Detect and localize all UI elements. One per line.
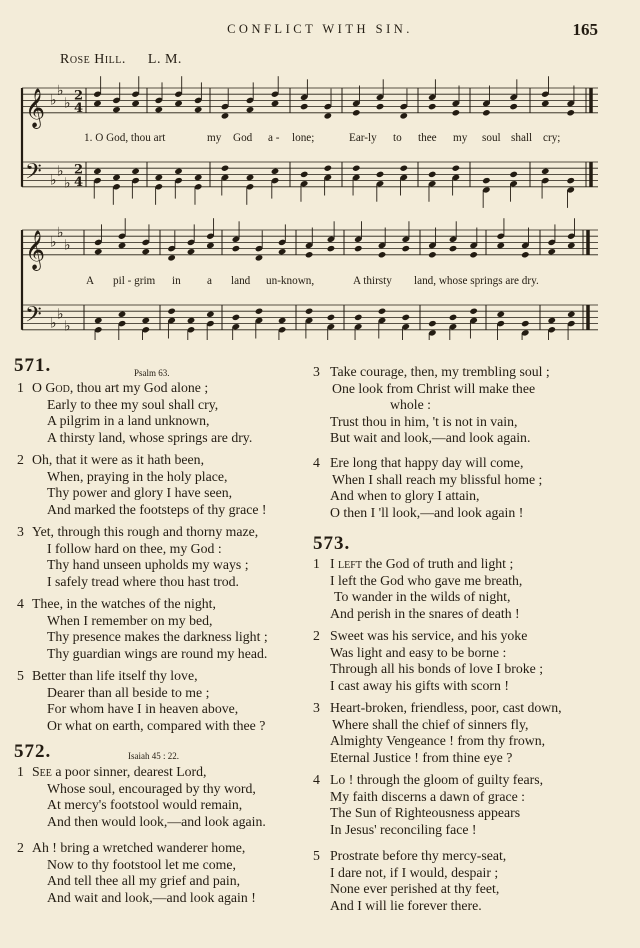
- note-head: [112, 106, 121, 113]
- lyric-syllable: thee: [418, 132, 437, 144]
- note-head: [155, 174, 164, 181]
- verse: [17, 596, 268, 662]
- note-head: [255, 308, 264, 315]
- note-head: [567, 311, 576, 318]
- note-head: [300, 103, 309, 110]
- verse-number: 3: [17, 524, 24, 539]
- note-head: [167, 254, 176, 261]
- verse-line: Eternal Justice ! from thine eye ?: [330, 749, 513, 765]
- flat-icon: ♭: [64, 237, 71, 254]
- note-head: [246, 174, 255, 181]
- lyric-syllable: Ear-ly: [349, 132, 377, 144]
- lyric-syllable: God: [233, 132, 253, 144]
- verse: [313, 700, 562, 766]
- verse-number: 1: [17, 764, 24, 779]
- verse-line: O then I 'll look,—and look again !: [330, 504, 524, 520]
- note-head: [112, 174, 121, 181]
- flat-icon: ♭: [57, 225, 64, 242]
- note-head: [469, 308, 478, 315]
- note-head: [232, 245, 241, 252]
- lyric-syllable: shall: [511, 132, 533, 144]
- lyric-syllable: A thirsty: [353, 275, 392, 287]
- verse-number: 4: [313, 772, 320, 787]
- lyric-syllable: lone;: [292, 132, 315, 144]
- note-head: [496, 311, 505, 318]
- verse-line: Thee, in the watches of the night,: [32, 596, 216, 611]
- verse-first-word: See: [32, 764, 52, 779]
- verse-line: Dearer than all beside to me ;: [47, 684, 210, 700]
- verse-line: Whose soul, encouraged by thy word,: [47, 780, 256, 796]
- note-head: [521, 251, 530, 258]
- note-head: [131, 168, 140, 175]
- verse-line: And marked the footsteps of thy grace !: [47, 501, 267, 517]
- note-head: [352, 165, 361, 172]
- note-head: [567, 242, 576, 249]
- lyric-syllable: land: [231, 275, 251, 287]
- verse-line: The Sun of Righteousness appears: [330, 805, 521, 820]
- note-head: [206, 242, 215, 249]
- bass-clef-icon: 𝄢: [25, 302, 42, 333]
- verse-line: Oh, that it were as it hath been,: [32, 452, 205, 467]
- note-head: [449, 314, 458, 321]
- note-head: [376, 171, 385, 178]
- lyric-syllable: my: [207, 132, 222, 144]
- flat-icon: ♭: [50, 92, 57, 109]
- verse-line: Ere long that happy day will come,: [330, 455, 524, 470]
- verse: [17, 380, 252, 446]
- note-head: [399, 112, 408, 119]
- lyric-syllable: 1. O God, thou art: [84, 132, 166, 144]
- verse: [17, 452, 267, 518]
- lyric-syllable: soul: [482, 132, 501, 144]
- verse-line: A thirsty land, whose springs are dry.: [47, 429, 253, 445]
- verse-line: Thy presence makes the darkness light ;: [47, 629, 268, 644]
- note-head: [155, 106, 164, 113]
- verse-line: Sweet was his service, and his yoke: [330, 628, 528, 643]
- verse-number: 1: [17, 380, 24, 395]
- flat-icon: ♭: [50, 315, 57, 332]
- note-head: [174, 168, 183, 175]
- note-head: [174, 100, 183, 107]
- note-head: [354, 245, 363, 252]
- note-head: [327, 314, 336, 321]
- note-head: [141, 317, 150, 324]
- verse-line: Was light and easy to be borne :: [330, 644, 507, 660]
- verse-line: And I will lie forever there.: [330, 897, 482, 913]
- note-head: [93, 168, 102, 175]
- note-head: [401, 314, 410, 321]
- bass-clef-icon: 𝄢: [25, 159, 42, 190]
- verse-line: And tell thee all my grief and pain,: [47, 873, 241, 888]
- note-head: [278, 317, 287, 324]
- note-head: [541, 168, 550, 175]
- note-head: [541, 100, 550, 107]
- note-head: [93, 100, 102, 107]
- verse-line: None ever perished at thy feet,: [330, 881, 500, 896]
- verse-line: Thy hand unseen upholds my ways ;: [47, 557, 249, 572]
- note-head: [566, 177, 575, 184]
- flat-icon: ♭: [57, 306, 64, 323]
- verse-line: I follow hard on thee, my God :: [47, 540, 222, 556]
- flat-icon: ♭: [57, 163, 64, 180]
- note-head: [399, 165, 408, 172]
- verse-line: Early to thee my soul shall cry,: [47, 396, 219, 412]
- hymn-number: 572.: [14, 741, 52, 762]
- verse: [17, 524, 258, 590]
- note-head: [194, 174, 203, 181]
- note-head: [566, 109, 575, 116]
- note-head: [378, 251, 387, 258]
- hymn-number: 573.: [313, 533, 351, 554]
- note-head: [206, 311, 215, 318]
- note-head: [547, 317, 556, 324]
- verse-line: I left the God of truth and light ;: [330, 556, 514, 571]
- note-head: [469, 251, 478, 258]
- scripture-reference: Psalm 63.: [134, 368, 170, 378]
- verse-first-word: I left: [330, 556, 362, 571]
- verse: [313, 848, 506, 914]
- verse-line: A pilgrim in a land unknown,: [47, 413, 210, 428]
- note-head: [187, 248, 196, 255]
- verse: [313, 556, 522, 622]
- scripture-reference: Isaiah 45 : 22.: [128, 751, 179, 761]
- verse-line: Lo ! through the gloom of guilty fears,: [330, 772, 544, 787]
- lyric-syllable: my: [453, 132, 468, 144]
- lyric-syllable: cry;: [543, 132, 561, 144]
- note-head: [305, 308, 314, 315]
- verse-line: And wait and look,—and look again !: [47, 889, 256, 905]
- verse-line: When I remember on my bed,: [47, 612, 213, 628]
- lyric-syllable: to: [393, 132, 402, 144]
- verse-line: See a poor sinner, dearest Lord,: [32, 764, 207, 779]
- note-head: [496, 242, 505, 249]
- note-head: [352, 109, 361, 116]
- note-head: [452, 165, 461, 172]
- verse-number: 1: [313, 556, 320, 571]
- verse-first-word: O God,: [32, 380, 74, 395]
- verse-line: And then would look,—and look again.: [47, 813, 266, 829]
- verse-line: whole :: [390, 397, 431, 412]
- verse-line: But wait and look,—and look again.: [330, 430, 531, 445]
- note-head: [509, 171, 518, 178]
- verse-line: Where shall the chief of sinners fly,: [332, 716, 529, 732]
- verse: [313, 455, 542, 521]
- verse-line: One look from Christ will make thee: [332, 380, 536, 396]
- tune-name: Rose Hill.: [60, 52, 126, 67]
- note-head: [221, 112, 230, 119]
- flat-icon: ♭: [64, 175, 71, 192]
- lyric-syllable: land, whose springs are dry.: [414, 275, 539, 287]
- note-head: [94, 317, 103, 324]
- note-head: [428, 251, 437, 258]
- verse-number: 2: [17, 452, 24, 467]
- tune-meter: L. M.: [147, 52, 182, 67]
- note-head: [300, 171, 309, 178]
- lyric-syllable: a: [207, 275, 212, 287]
- verse-line: Ah ! bring a wretched wanderer home,: [32, 840, 246, 855]
- verse-line: Thy power and glory I have seen,: [47, 485, 233, 500]
- note-head: [118, 311, 127, 318]
- note-head: [246, 106, 255, 113]
- page-number: 165: [572, 20, 598, 39]
- verse-line: Yet, through this rough and thorny maze,: [32, 524, 259, 539]
- verse-line: I dare not, if I would, despair ;: [330, 864, 499, 880]
- verse-line: My faith discerns a dawn of grace :: [330, 788, 526, 804]
- note-head: [449, 245, 458, 252]
- note-head: [131, 100, 140, 107]
- verse: [17, 840, 256, 906]
- flat-icon: ♭: [50, 172, 57, 189]
- verse-number: 2: [17, 840, 24, 855]
- note-head: [255, 254, 264, 261]
- verse-line: Through all his bonds of love I broke ;: [330, 661, 544, 676]
- note-head: [271, 168, 280, 175]
- note-head: [221, 165, 230, 172]
- verse-line: Better than life itself thy love,: [32, 668, 198, 683]
- flat-icon: ♭: [50, 234, 57, 251]
- verse-line: Take courage, then, my trembling soul ;: [330, 364, 550, 379]
- verse-line: Heart-broken, friendless, poor, cast down,: [330, 700, 562, 715]
- note-head: [324, 165, 333, 172]
- verse-line: Thy guardian wings are round my head.: [47, 645, 268, 661]
- verse: [17, 668, 265, 734]
- verse-line: In Jesus' reconciling face !: [330, 821, 477, 837]
- note-head: [401, 245, 410, 252]
- time-signature-digit: 4: [74, 174, 84, 190]
- note-head: [428, 171, 437, 178]
- verse-number: 2: [313, 628, 320, 643]
- verse-line: Now to thy footstool let me come,: [47, 856, 236, 872]
- note-head: [376, 103, 385, 110]
- verse-line: I cast away his gifts with scorn !: [330, 677, 509, 693]
- note-head: [271, 100, 280, 107]
- verse: [313, 772, 543, 838]
- verse-number: 4: [17, 596, 24, 611]
- flat-icon: ♭: [57, 83, 64, 100]
- verse-line: And when to glory I attain,: [330, 488, 480, 503]
- lyric-syllable: un-known,: [266, 275, 315, 287]
- note-head: [232, 314, 241, 321]
- verse-number: 5: [313, 848, 320, 863]
- verse-line: Or what on earth, compared with thee ?: [47, 717, 266, 733]
- note-head: [324, 112, 333, 119]
- note-head: [547, 248, 556, 255]
- note-head: [141, 248, 150, 255]
- hymn-number: 571.: [14, 355, 52, 376]
- verse-line: When I shall reach my blissful home ;: [332, 471, 543, 487]
- right-column: [313, 364, 631, 924]
- note-head: [187, 317, 196, 324]
- note-head: [452, 109, 461, 116]
- time-signature-digit: 2: [74, 162, 84, 178]
- note-head: [354, 314, 363, 321]
- verse-line: Almighty Vengeance ! from thy frown,: [330, 733, 546, 748]
- note-head: [305, 251, 314, 258]
- treble-clef-icon: 𝄞: [25, 229, 46, 270]
- lyric-syllable: pil - grim: [113, 275, 156, 287]
- note-head: [167, 308, 176, 315]
- note-head: [94, 248, 103, 255]
- music-score: [0, 0, 640, 340]
- verse-line: When, praying in the holy place,: [47, 468, 228, 484]
- verse-number: 3: [313, 364, 320, 379]
- flat-icon: ♭: [64, 95, 71, 112]
- lyric-syllable: in: [172, 275, 181, 287]
- verse-line: I safely tread where thou hast trod.: [47, 573, 239, 589]
- note-head: [278, 248, 287, 255]
- verse-line: I left the God who gave me breath,: [330, 572, 523, 588]
- note-head: [521, 320, 530, 327]
- verse-number: 5: [17, 668, 24, 683]
- verse-line: For whom have I in heaven above,: [47, 701, 239, 716]
- verse-line: O God, thou art my God alone ;: [32, 380, 209, 395]
- verse-line: Trust thou in him, 't is not in vain,: [330, 413, 518, 429]
- verse-line: To wander in the wilds of night,: [334, 589, 511, 604]
- lyric-syllable: a -: [268, 132, 280, 144]
- left-column: [14, 355, 306, 918]
- verse-line: Prostrate before thy mercy-seat,: [330, 848, 507, 863]
- note-head: [428, 320, 437, 327]
- note-head: [378, 308, 387, 315]
- running-title: CONFLICT WITH SIN.: [227, 22, 413, 36]
- verse-line: At mercy's footstool would remain,: [47, 797, 243, 812]
- verse-number: 4: [313, 455, 320, 470]
- verse: [313, 364, 550, 447]
- note-head: [482, 109, 491, 116]
- verse-line: And perish in the snares of death !: [330, 605, 520, 621]
- verse: [313, 628, 543, 694]
- verse: [17, 764, 266, 830]
- note-head: [118, 242, 127, 249]
- treble-clef-icon: 𝄞: [25, 87, 46, 128]
- time-signature-digit: 2: [74, 88, 84, 104]
- time-signature-digit: 4: [74, 100, 84, 116]
- note-head: [482, 177, 491, 184]
- note-head: [327, 245, 336, 252]
- note-head: [428, 103, 437, 110]
- verse-number: 3: [313, 700, 320, 715]
- lyric-syllable: A: [86, 275, 95, 287]
- flat-icon: ♭: [64, 318, 71, 335]
- note-head: [509, 103, 518, 110]
- note-head: [194, 106, 203, 113]
